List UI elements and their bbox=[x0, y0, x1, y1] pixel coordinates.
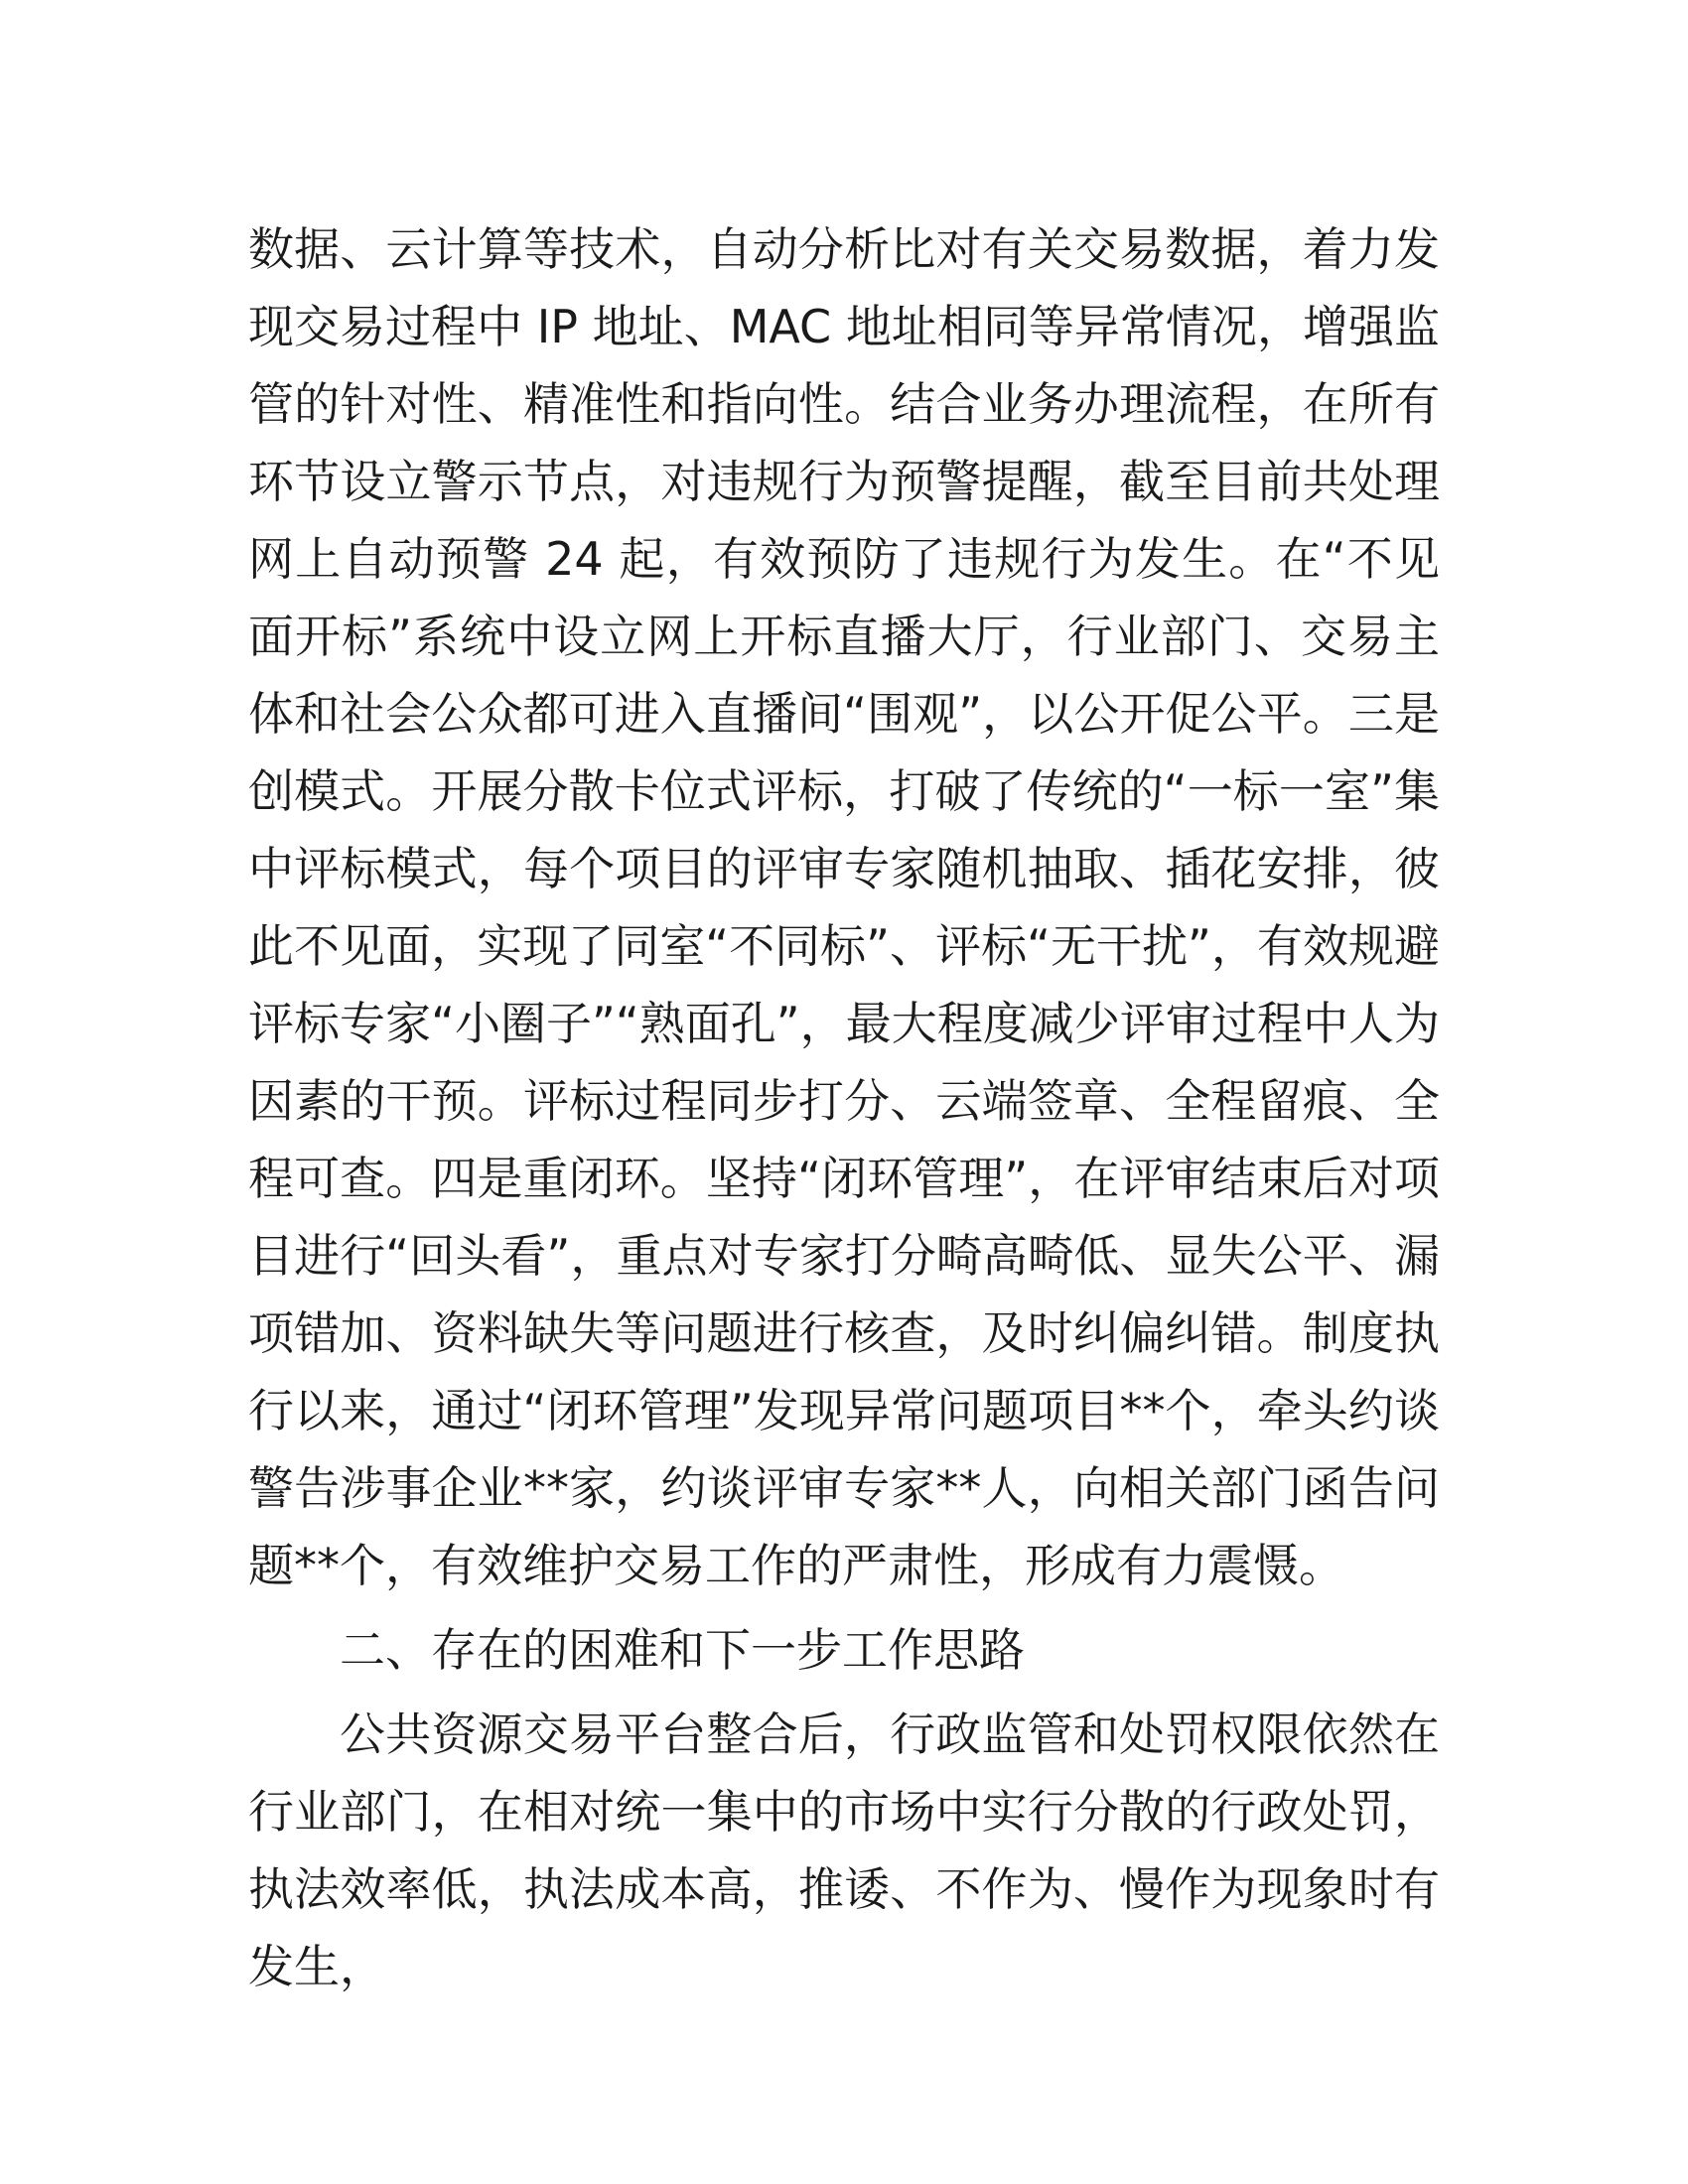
body-paragraph-continuation: 数据、云计算等技术，自动分析比对有关交易数据，着力发现交易过程中 IP 地址、MAC 地址相同等异常情况，增强监管的针对性、精准性和指向性。结合业务办理流程，在所有环节设立警示节点，对违规行为预警提醒，截至目前共处理网上自动预警 24 起，有效预防了违规行为发生。在“不见面开标”系统中设立网上开标直播大厅，行业部门、交易主体和社会公众都可进入直播间“围观”，以公开促公平。三是创模式。开展分散卡位式评标，打破了传统的“一标一室”集中评标模式，每个项目的评审专家随机抽取、插花安排，彼此不见面，实现了同室“不同标”、评标“无干扰”，有效规避评标专家“小圈子”“熟面孔”，最大程度减少评审过程中人为因素的干预。评标过程同步打分、云端签章、全程留痕、全程可查。四是重闭环。坚持“闭环管理”，在评审结束后对项目进行“回头看”，重点对专家打分畸高畸低、显失公平、漏项错加、资料缺失等问题进行核查，及时纠偏纠错。制度执行以来，通过“闭环管理”发现异常问题项目**个，牵头约谈警告涉事企业**家，约谈评审专家**人，向相关部门函告问题**个，有效维护交易工作的严肃性，形成有力震慑。 bbox=[248, 222, 1440, 1592]
document-body bbox=[248, 210, 1440, 2005]
body-paragraph: 公共资源交易平台整合后，行政监管和处罚权限依然在行业部门，在相对统一集中的市场中实行分散的行政处罚，执法效率低，执法成本高，推诿、不作为、慢作为现象时有发生， bbox=[248, 1707, 1440, 1993]
section-heading: 二、存在的困难和下一步工作思路 bbox=[340, 1623, 1025, 1677]
